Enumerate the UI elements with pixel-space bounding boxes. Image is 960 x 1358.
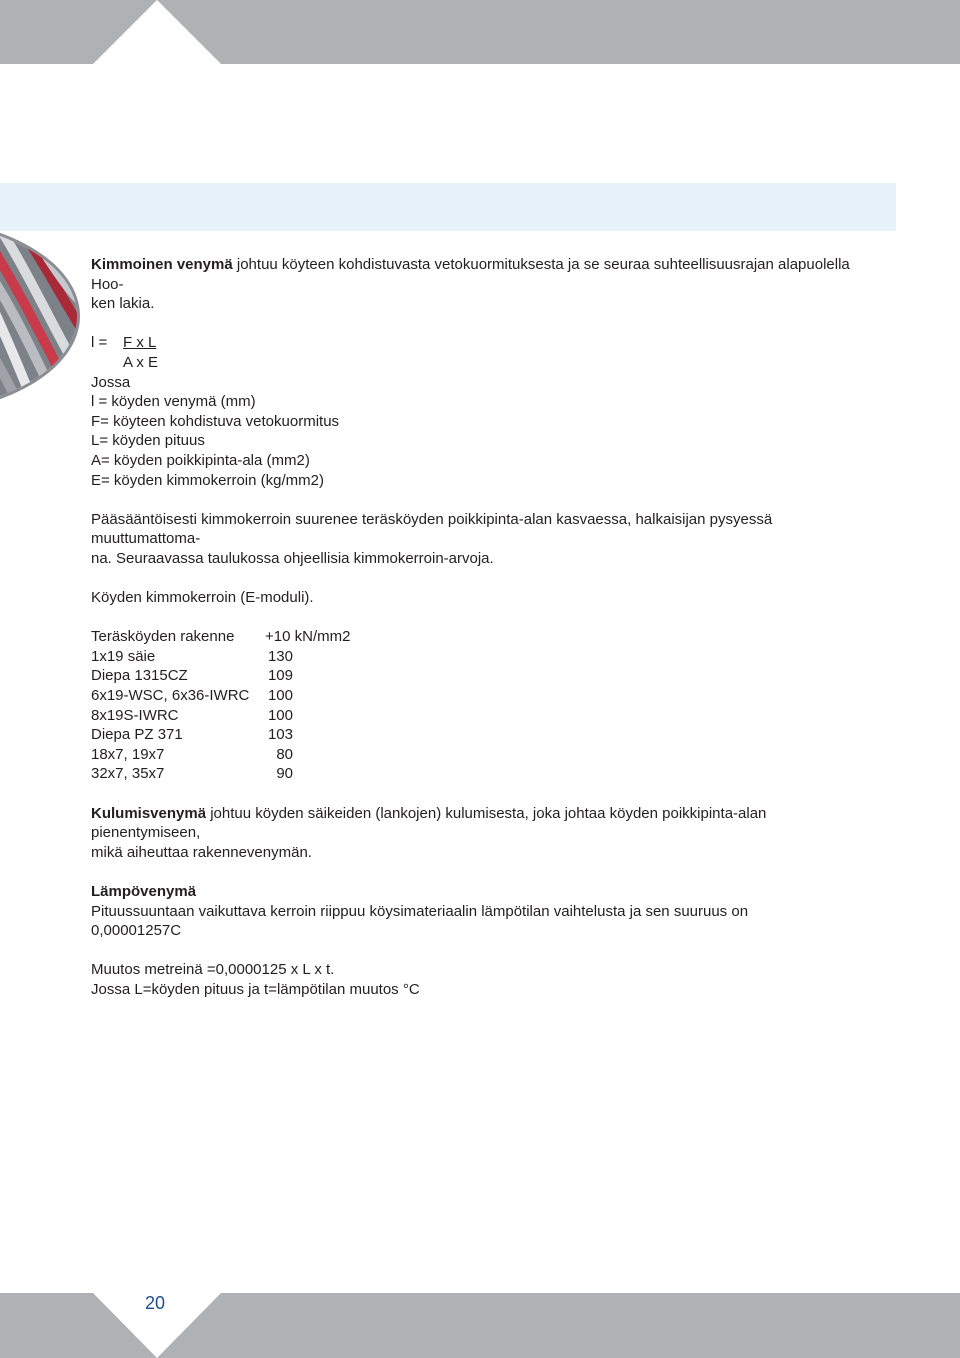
table-header-construction: Teräsköyden rakenne <box>91 628 235 646</box>
definition-line: Jossa <box>91 373 131 391</box>
table-row <box>91 745 871 765</box>
formula-lhs: l = <box>91 334 108 352</box>
table-header-value: +10 kN/mm2 <box>265 628 351 646</box>
modulus-table <box>91 627 871 784</box>
table-title: Köyden kimmokerroin (E-moduli). <box>91 589 314 607</box>
main-content <box>91 255 871 1000</box>
thermal-line1: Pituussuuntaan vaikuttava kerroin riippuu köysimateriaalin lämpötilan vaihtelusta ja sen suuruus on <box>91 902 749 920</box>
thermal-change-line1: Muutos metreinä =0,0000125 x L x t. <box>91 961 335 979</box>
table-cell-construction: 18x7, 19x7 <box>91 745 165 763</box>
thermal-line2: 0,00001257C <box>91 922 182 940</box>
table-cell-value: 80 <box>276 745 293 763</box>
wear-paragraph <box>91 804 871 843</box>
thermal-change-line2: Jossa L=köyden pituus ja t=lämpötilan muutos °C <box>91 980 420 998</box>
modulus-paragraph-line2: na. Seuraavassa taulukossa ohjeellisia kimmokerroin-arvoja. <box>91 549 494 567</box>
table-cell-construction: Diepa 1315CZ <box>91 667 188 685</box>
formula-numerator: F x L <box>123 334 157 352</box>
table-row <box>91 666 871 686</box>
rope-photo <box>0 218 80 414</box>
wear-term: Kulumisvenymä <box>91 804 207 822</box>
wear-text-line2: mikä aiheuttaa rakennevenymän. <box>91 843 312 861</box>
section-band <box>0 183 896 231</box>
header-notch <box>93 0 221 64</box>
table-row <box>91 725 871 745</box>
table-cell-value: 100 <box>267 706 293 724</box>
table-row <box>91 647 871 667</box>
table-row <box>91 686 871 706</box>
wear-text: johtuu köyden säikeiden (lankojen) kulumisesta, joka johtaa köyden poikkipinta-alan pienentymiseen, <box>91 804 767 842</box>
definition-line: L= köyden pituus <box>91 432 205 450</box>
table-cell-value: 90 <box>276 765 293 783</box>
elongation-formula <box>91 333 871 372</box>
table-cell-value: 103 <box>267 726 293 744</box>
table-cell-value: 130 <box>267 647 293 665</box>
page-number: 20 <box>144 1293 166 1313</box>
definition-line: A= köyden poikkipinta-ala (mm2) <box>91 451 310 469</box>
table-cell-construction: 1x19 säie <box>91 647 156 665</box>
modulus-paragraph-line1: Pääsääntöisesti kimmokerroin suurenee teräsköyden poikkipinta-alan kasvaessa, halkaisijan pysyessä muuttumattoma- <box>91 510 773 548</box>
table-row <box>91 706 871 726</box>
elastic-term: Kimmoinen venymä <box>91 256 233 273</box>
table-cell-construction: 32x7, 35x7 <box>91 765 165 783</box>
definition-line: E= köyden kimmokerroin (kg/mm2) <box>91 471 324 489</box>
table-cell-construction: 6x19-WSC, 6x36-IWRC <box>91 687 250 705</box>
definition-line: F= köyteen kohdistuva vetokuormitus <box>91 412 340 430</box>
elastic-paragraph <box>91 255 871 294</box>
elastic-text-line2: ken lakia. <box>91 295 155 313</box>
rope-image <box>0 221 77 411</box>
table-cell-construction: 8x19S-IWRC <box>91 706 179 724</box>
thermal-heading: Lämpövenymä <box>91 883 197 900</box>
table-cell-construction: Diepa PZ 371 <box>91 726 183 744</box>
table-cell-value: 109 <box>267 667 293 685</box>
table-header <box>91 627 871 647</box>
elastic-text: johtuu köyteen kohdistuvasta vetokuormituksesta ja se seuraa suhteellisuusrajan alapuolella Hoo- <box>91 256 850 293</box>
table-row <box>91 764 871 784</box>
formula-denominator: A x E <box>123 353 159 371</box>
definition-line: l = köyden venymä (mm) <box>91 393 256 411</box>
table-cell-value: 100 <box>267 687 293 705</box>
